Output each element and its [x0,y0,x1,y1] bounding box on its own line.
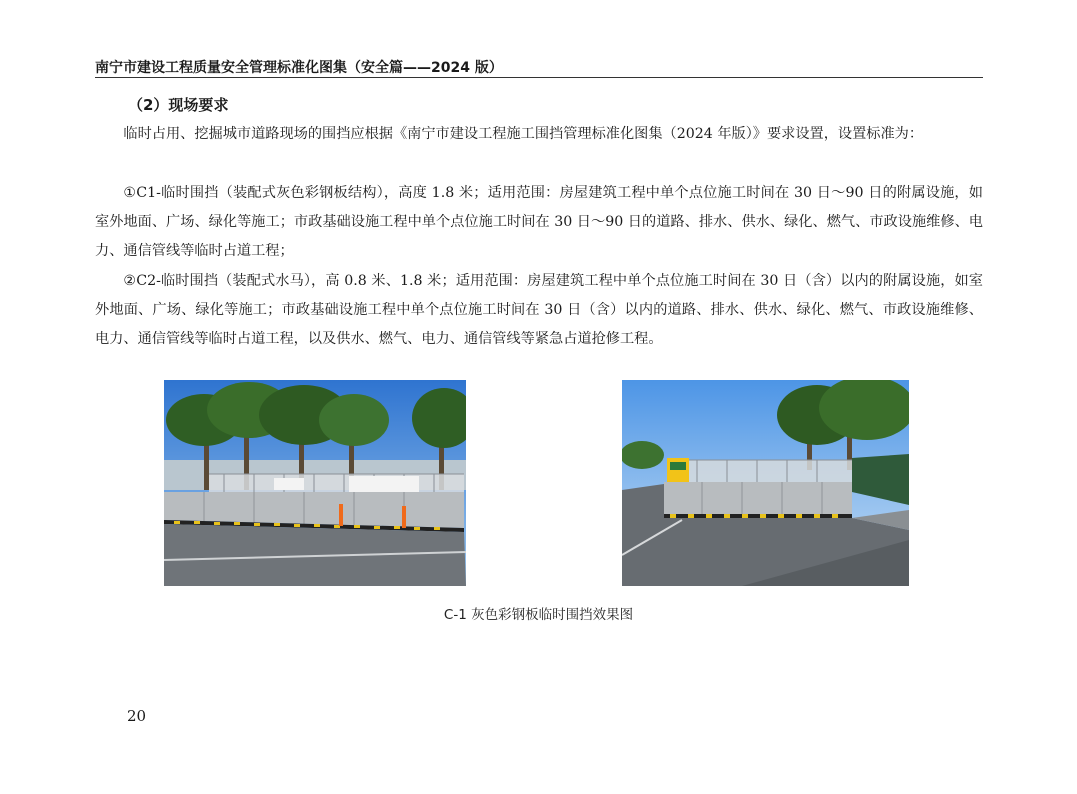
photo-roadside-hoarding [164,380,466,586]
section-title: （2）现场要求 [128,96,229,114]
header-divider [95,77,983,78]
document-header: 南宁市建设工程质量安全管理标准化图集（安全篇——2024 版） [95,60,503,76]
paragraph-c1: ①C1-临时围挡（装配式灰色彩钢板结构），高度 1.8 米；适用范围：房屋建筑工程中单个点位施工时间在 30 日～90 日的附属设施，如室外地面、广场、绿化等施工；市政基础设施工程中单个点位施工时间在 30 日～90 日的道路、排水、供水、绿化、燃气、市政设施维修、电力、通信管线等临时占道工程； [95,185,983,259]
paragraph-intro: 临时占用、挖掘城市道路现场的围挡应根据《南宁市建设工程施工围挡管理标准化图集（2024 年版）》要求设置，设置标准为： [123,126,924,142]
photo-road-closure-hoarding [622,380,909,586]
page-number: 20 [127,707,147,725]
paragraph-c2: ②C2-临时围挡（装配式水马），高 0.8 米、1.8 米；适用范围：房屋建筑工程中单个点位施工时间在 30 日（含）以内的附属设施，如室外地面、广场、绿化等施工；市政基础设施工程中单个点位施工时间在 30 日（含）以内的道路、排水、供水、绿化、燃气、市政设施维修、电力、通信管线等临时占道工程，以及供水、燃气、电力、通信管线等紧急占道抢修工程。 [95,273,983,347]
figure-caption: C-1 灰色彩钢板临时围挡效果图 [443,607,634,623]
